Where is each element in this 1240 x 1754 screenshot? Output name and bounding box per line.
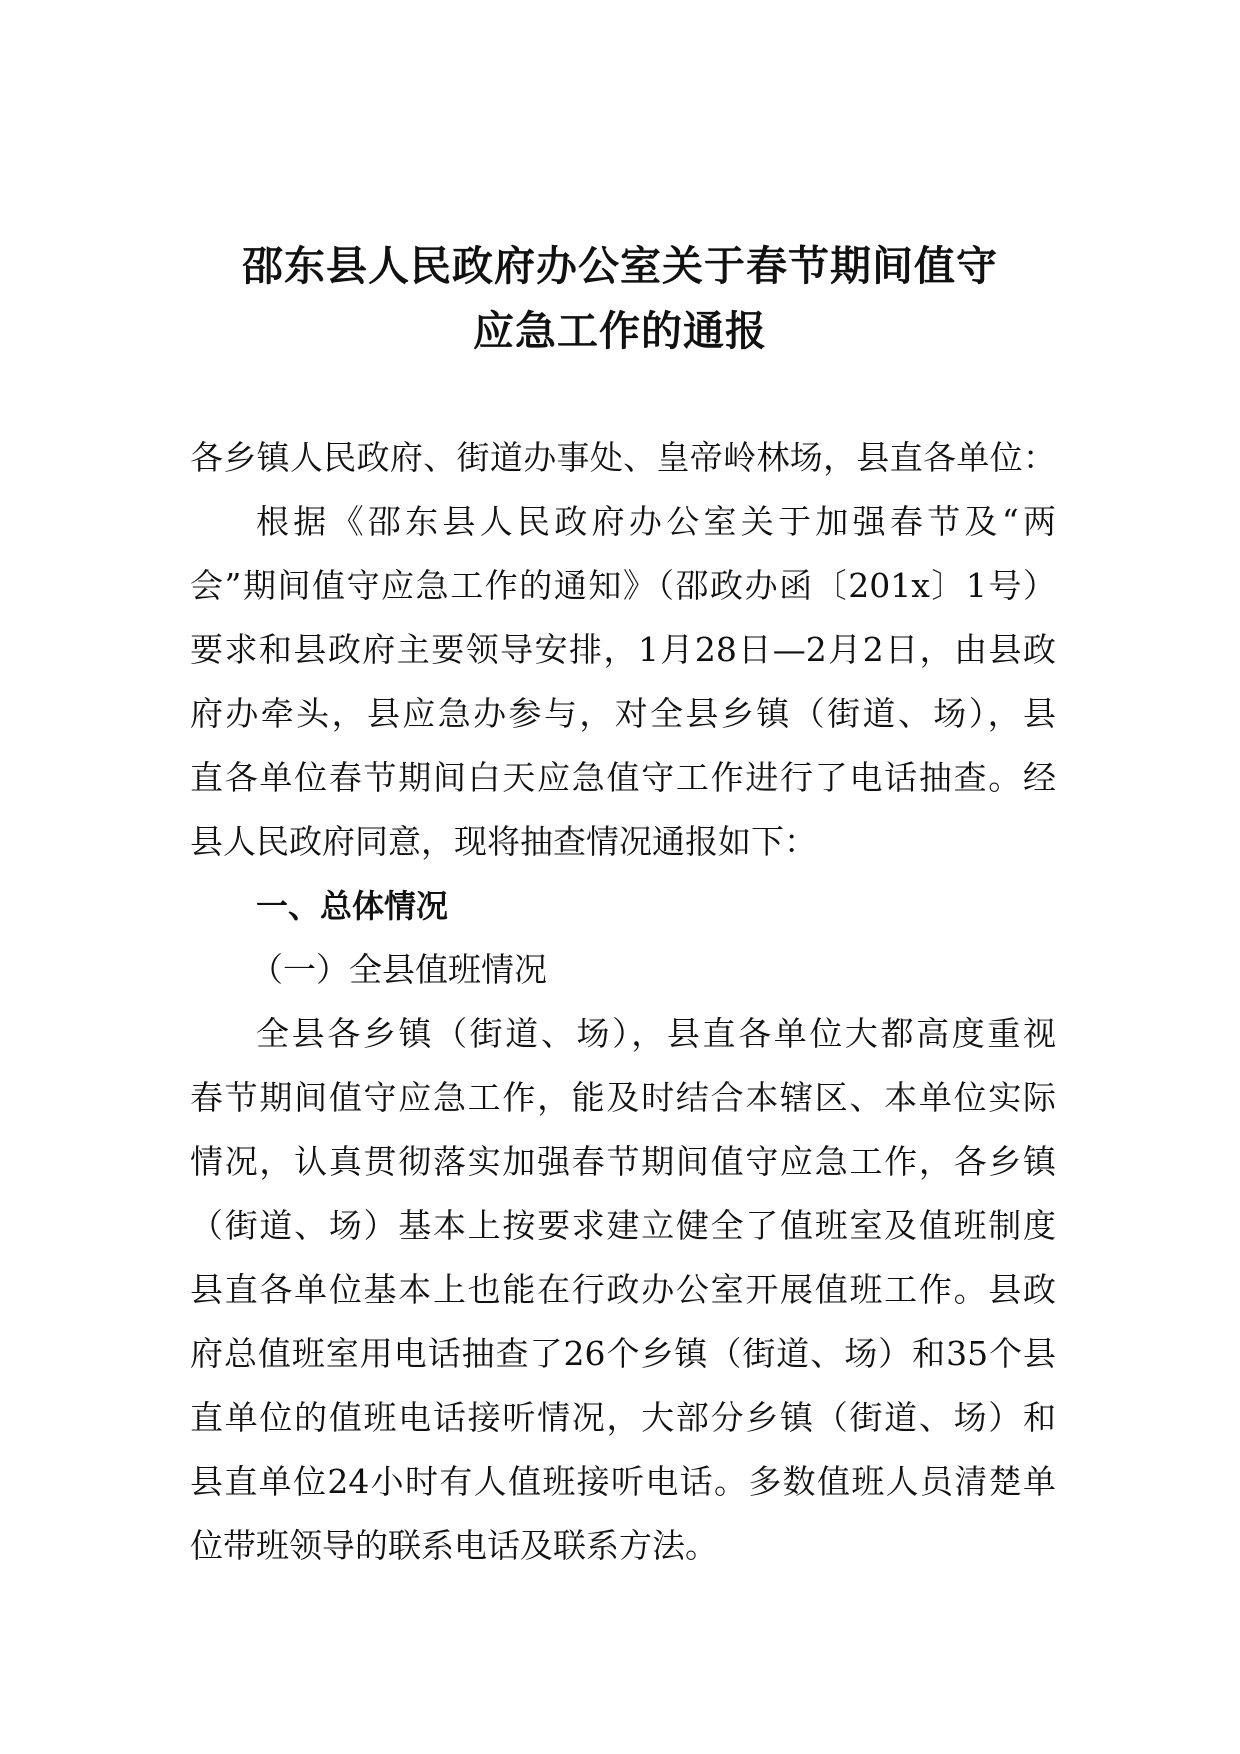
paragraph-1-line-4: 府办牵头，县应急办参与，对全县乡镇（街道、场），县: [190, 694, 1056, 733]
document-title-line-2: 应急工作的通报: [473, 307, 767, 355]
paragraph-1-line-1: 根据《邵东县人民政府办公室关于加强春节及“两: [256, 502, 1056, 541]
paragraph-2-line-5: 县直各单位基本上也能在行政办公室开展值班工作。县政: [190, 1270, 1056, 1309]
paragraph-2-line-8: 县直单位24小时有人值班接听电话。多数值班人员清楚单: [190, 1462, 1056, 1501]
paragraph-2-line-3: 情况，认真贯彻落实加强春节期间值守应急工作，各乡镇: [190, 1142, 1056, 1181]
paragraph-2-line-1: 全县各乡镇（街道、场），县直各单位大都高度重视: [256, 1014, 1056, 1053]
paragraph-2-line-9: 位带班领导的联系电话及联系方法。: [190, 1526, 718, 1565]
section-1-heading: 一、总体情况: [256, 887, 449, 925]
paragraph-2-line-2: 春节期间值守应急工作，能及时结合本辖区、本单位实际: [190, 1078, 1056, 1117]
paragraph-2-line-7: 直单位的值班电话接听情况，大部分乡镇（街道、场）和: [190, 1398, 1056, 1437]
addressee-line: 各乡镇人民政府、街道办事处、皇帝岭林场，县直各单位：: [190, 438, 1056, 477]
paragraph-1-line-3: 要求和县政府主要领导安排，1月28日—2月2日，由县政: [190, 630, 1056, 669]
paragraph-2-line-4: （街道、场）基本上按要求建立健全了值班室及值班制度: [190, 1206, 1056, 1245]
paragraph-1-line-5: 直各单位春节期间白天应急值守工作进行了电话抽查。经: [190, 758, 1056, 797]
paragraph-2-line-6: 府总值班室用电话抽查了26个乡镇（街道、场）和35个县: [190, 1334, 1056, 1373]
paragraph-1-line-2: 会”期间值守应急工作的通知》（邵政办函〔201x〕1号）: [190, 566, 1056, 605]
subsection-1-heading: （一）全县值班情况: [250, 950, 547, 989]
document-title-line-1: 邵东县人民政府办公室关于春节期间值守: [242, 242, 998, 290]
paragraph-1-line-6: 县人民政府同意，现将抽查情况通报如下：: [190, 822, 817, 861]
